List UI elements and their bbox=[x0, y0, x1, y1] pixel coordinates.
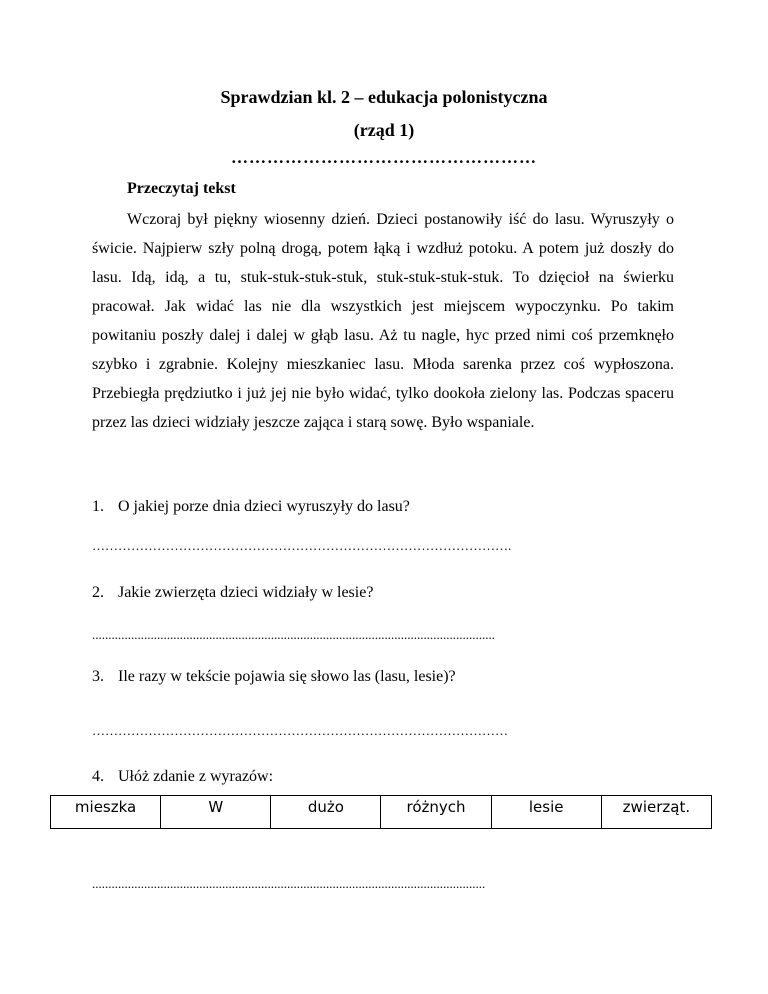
word-table bbox=[50, 795, 712, 829]
question-4 bbox=[92, 768, 273, 786]
question-text: Ile razy w tekście pojawia się słowo las (lasu, lesie)? bbox=[118, 668, 456, 685]
answer-line-4[interactable]: ......................................................................................................................... bbox=[92, 876, 486, 891]
page-title: Sprawdzian kl. 2 – edukacja polonistyczna bbox=[220, 87, 548, 107]
word-cell: zwierząt. bbox=[601, 796, 711, 829]
question-text: Jakie zwierzęta dzieci widziały w lesie? bbox=[118, 584, 374, 601]
question-2 bbox=[92, 584, 373, 602]
question-number: 2. bbox=[92, 584, 104, 601]
word-row bbox=[51, 796, 712, 829]
question-1 bbox=[92, 498, 410, 516]
name-line: …………………………………………… bbox=[231, 148, 537, 167]
question-number: 1. bbox=[92, 498, 104, 515]
word-cell: mieszka bbox=[51, 796, 161, 829]
question-number: 3. bbox=[92, 668, 104, 685]
question-number: 4. bbox=[92, 768, 104, 785]
reading-text: Wczoraj był piękny wiosenny dzień. Dzieci postanowiły iść do lasu. Wyruszyły o świcie. Najpierw szły polną drogą, potem łąką i wzdłuż potoku. A potem już doszły do lasu. Idą, idą, a tu, stuk-stuk-stuk-stuk, stuk-stuk-stuk-stuk. To dzięcioł na świerku pracował. Jak widać las nie dla wszystkich jest miejscem wypoczynku. Po takim powitaniu poszły dalej i dalej w głąb lasu. Aż tu nagle, hyc przed nimi coś przemknęło szybko i zgrabnie. Kolejny mieszkaniec lasu. Młoda sarenka przez coś wypłoszona. Przebiegła prędziutko i już jej nie było widać, tylko dookoła zielony las. Podczas spaceru przez las dzieci widziały jeszcze zająca i starą sowę. Było wspaniale. bbox=[92, 211, 674, 431]
answer-line-3[interactable]: …………………………………………………………………………………… bbox=[92, 723, 508, 738]
question-text: Ułóż zdanie z wyrazów: bbox=[118, 768, 274, 785]
word-cell: dużo bbox=[271, 796, 381, 829]
word-cell: lesie bbox=[491, 796, 601, 829]
answer-line-2[interactable]: ............................................................................................................................ bbox=[92, 627, 495, 642]
page-subtitle: (rząd 1) bbox=[353, 120, 415, 140]
answer-line-1[interactable]: ……………………………………………………………………………………. bbox=[92, 538, 512, 553]
word-cell: W bbox=[161, 796, 271, 829]
question-text: O jakiej porze dnia dzieci wyruszyły do lasu? bbox=[118, 498, 410, 515]
reading-instruction: Przeczytaj tekst bbox=[127, 180, 236, 197]
question-3 bbox=[92, 668, 456, 686]
word-cell: różnych bbox=[381, 796, 491, 829]
